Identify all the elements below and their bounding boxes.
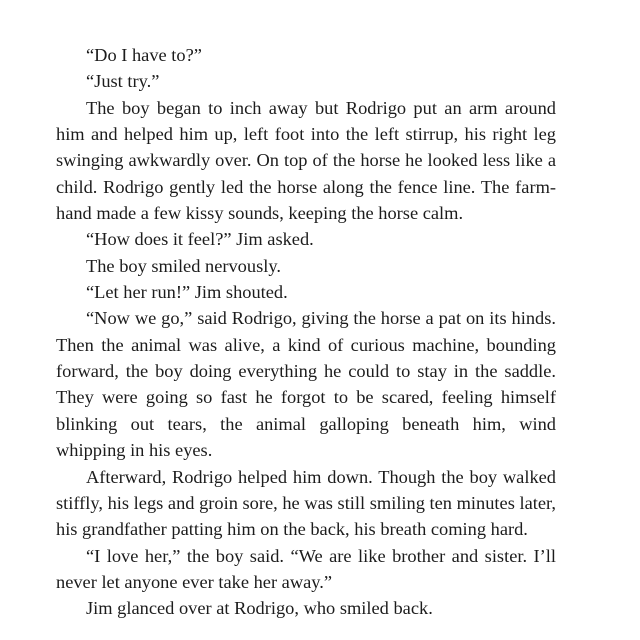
paragraph: “Now we go,” said Rodrigo, giving the horse a pat on its hinds. Then the animal was alive, a kind of curious machine, bounding forward, the boy doing everything he could to stay in the saddle. They were going so fast he forgot to be scared, feeling himself blinking out tears, the animal galloping beneath him, wind whipping in his eyes.	[56, 308, 556, 461]
paragraph: Jim glanced over at Rodrigo, who smiled back.	[86, 598, 433, 619]
paragraph: Afterward, Rodrigo helped him down. Though the boy walked stiffly, his legs and groin sore, he was still smiling ten minutes later, his grandfather patting him on the back, his breath coming hard.	[56, 466, 556, 540]
paragraph: “Just try.”	[86, 71, 160, 92]
paragraph: “Let her run!” Jim shouted.	[86, 282, 288, 303]
paragraph: “I love her,” the boy said. “We are like brother and sister. I’ll never let anyone ever take her away.”	[56, 545, 556, 592]
book-page	[56, 42, 556, 622]
paragraph: The boy began to inch away but Rodrigo put an arm around him and helped him up, left foot into the left stirrup, his right leg swinging awkwardly over. On top of the horse he looked less like a child. Rodrigo gently led the horse along the fence line. The farmhand made a few kissy sounds, keeping the horse calm.	[56, 97, 556, 224]
paragraph: “Do I have to?”	[86, 45, 202, 65]
paragraph: “How does it feel?” Jim asked.	[86, 229, 314, 250]
paragraph: The boy smiled nervously.	[86, 255, 281, 276]
